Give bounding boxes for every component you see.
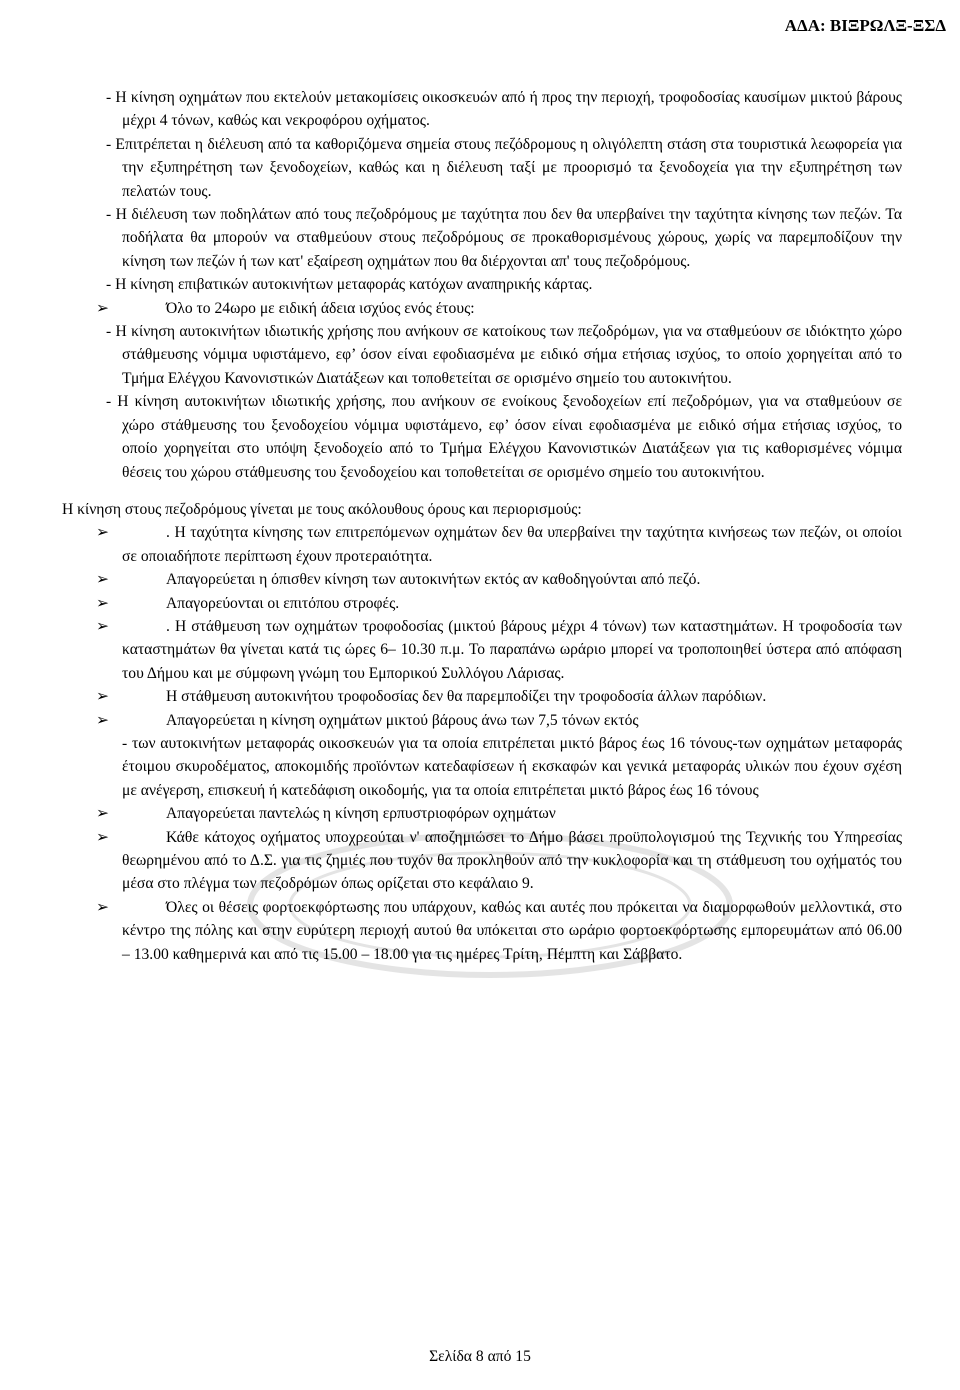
arrow-bullet-icon: ➢ bbox=[96, 805, 110, 823]
arrow-bullet-icon: ➢ bbox=[96, 617, 110, 635]
arrow-bullet-icon: ➢ bbox=[96, 299, 110, 317]
allday-item-residents: - Η κίνηση αυτοκινήτων ιδιωτικής χρήσης που ανήκουν σε κατοίκους των πεζοδρόμων, για να σταθμεύουν σε ιδιόκτητο χώρο στάθμευσης νόμιμα υφιστάμενο, εφ’ όσον είναι εφοδιασμένα με ειδικό σήμα ετήσιας ισχύος, το οποίο χορηγείται από το Τμήμα Ελέγχου Κανονιστικών Διατάξεων και τοποθετείται σε ορισμένο σημείο του αυτοκινήτου. bbox=[106, 323, 902, 387]
ada-header: ΑΔΑ: ΒΙΞΡΩΛΞ-ΞΣΔ bbox=[784, 16, 946, 35]
condition-item: ➢ Κάθε κάτοχος οχήματος υποχρεούται ν' αποζημιώσει το Δήμο βάσει προϋπολογισμού της Τεχνικής του Υπηρεσίας θεωρημένου από το Δ.Σ. για τις ζημιές που τυχόν θα προκληθούν από την κυκλοφορία και τη στάθμευση του οχήματός του μέσα στο πλέγμα των πεζοδρόμων όπως ορίζεται στο κεφάλαιο 9. bbox=[106, 826, 902, 896]
condition-item: ➢ Απαγορεύεται παντελώς η κίνηση ερπυστριοφόρων οχημάτων bbox=[106, 802, 902, 825]
arrow-bullet-icon: ➢ bbox=[96, 524, 110, 542]
arrow-bullet-icon: ➢ bbox=[96, 571, 110, 589]
conditions-intro: Η κίνηση στους πεζοδρόμους γίνεται με τους ακόλουθους όρους και περιορισμούς: bbox=[62, 500, 582, 518]
dash-item-tourist-buses: - Επιτρέπεται η διέλευση από τα καθοριζόμενα σημεία στους πεζόδρομους η ολιγόλεπτη στάση στα τουριστικά λεωφορεία για την εξυπηρέτηση των ξενοδοχείων, καθώς και η διέλευση ταξί με προορισμό τα ξενοδοχεία για την εξυπηρέτηση των πελατών τους. bbox=[106, 135, 902, 200]
condition-item: ➢ . Η ταχύτητα κίνησης των επιτρεπόμενων οχημάτων δεν θα υπερβαίνει την ταχύτητα κινήσεως των πεζών, οι οποίοι σε οποιαδήποτε περίπτωση έχουν προτεραιότητα. bbox=[106, 521, 902, 568]
dash-item-removals: - Η κίνηση οχημάτων που εκτελούν μετακομίσεις οικοσκευών από ή προς την περιοχή, τροφοδοσίας καυσίμων μικτού βάρους μέχρι 4 τόνων, καθώς και νεκροφόρου οχήματος. bbox=[106, 89, 902, 130]
condition-item: ➢ Η στάθμευση αυτοκινήτου τροφοδοσίας δεν θα παρεμποδίζει την τροφοδοσία άλλων παρόδιων. bbox=[106, 685, 902, 708]
condition-item: ➢ Απαγορεύονται οι επιτόπου στροφές. bbox=[106, 592, 902, 615]
allday-item-hotel-guests: - Η κίνηση αυτοκινήτων ιδιωτικής χρήσης, που ανήκουν σε ενοίκους ξενοδοχείων επί πεζοδρόμων, για να σταθμεύουν σε χώρο στάθμευσης του ξενοδοχείου νόμιμα υφιστάμενο, εφ’ όσον είναι εφοδιασμένα με ειδικό σήμα ετήσιας ισχύος, το οποίο χορηγείται στο υπόψη ξενοδοχείο από το Τμήμα Ελέγχου Κανονιστικών Διατάξεων για τις καθορισμένες νόμιμα θέσεις του χώρου στάθμευσης του ξενοδοχείου και τοποθετείται σε ορισμένο σημείο του αυτοκινήτου. bbox=[106, 393, 902, 481]
condition-item: ➢ Όλες οι θέσεις φορτοεκφόρτωσης που υπάρχουν, καθώς και αυτές που πρόκειται να διαμορφωθούν μελλοντικά, στο κέντρο της πόλης και στην ευρύτερη περιοχή αυτού θα υπόκειται στο ωράριο φορτοεκφόρτωσης εμπορευμάτων από 06.00 – 13.00 καθημερινά και από τις 15.00 – 18.00 για τις ημέρες Τρίτη, Πέμπτη και Σάββατο. bbox=[106, 896, 902, 966]
arrow-bullet-icon: ➢ bbox=[96, 688, 110, 706]
dash-item-disability-cars: - Η κίνηση επιβατικών αυτοκινήτων μεταφοράς κατόχων αναπηρικής κάρτας. bbox=[106, 276, 593, 294]
condition-subitem: - των αυτοκινήτων μεταφοράς οικοσκευών για τα οποία επιτρέπεται μικτό βάρος έως 16 τόνους-των οχημάτων μεταφοράς έτοιμου σκυροδέματος, αποκομιδής προϊόντων κατεδαφίσεων ή εκσκαφών και γενικά μεταφοράς υλικών που έχουν σχέση με ανέγερση, επισκευή ή κατεδάφιση οικοδομής, για τα οποία επιτρέπεται μικτό βάρος έως 16 τόνους bbox=[122, 734, 902, 799]
dash-item-bicycles: - Η διέλευση των ποδηλάτων από τους πεζοδρόμους με ταχύτητα που δεν θα υπερβαίνει την ταχύτητα κίνησης των πεζών. Τα ποδήλατα θα μπορούν να σταθμεύουν στους πεζοδρόμους σε προκαθορισμένους χώρους, χωρίς να παρεμποδίζουν την κίνηση των πεζών ή των κατ' εξαίρεση οχημάτων που θα διέρχονται απ' τους πεζοδρόμους. bbox=[106, 206, 902, 270]
condition-item: ➢ . Η στάθμευση των οχημάτων τροφοδοσίας (μικτού βάρους μέχρι 4 τόνων) των καταστημάτων. Η τροφοδοσία των καταστημάτων θα γίνεται κατά τις ώρες 6– 10.30 π.μ. Το παραπάνω ωράριο μπορεί να τροποποιηθεί ύστερα από απόφαση του Δήμου και με σύμφωνη γνώμη του Εμπορικού Συλλόγου Λάρισας. bbox=[106, 615, 902, 685]
page-number: Σελίδα 8 από 15 bbox=[429, 1348, 531, 1365]
arrow-bullet-icon: ➢ bbox=[96, 828, 110, 846]
arrow-bullet-icon: ➢ bbox=[96, 711, 110, 729]
arrow-bullet-icon: ➢ bbox=[96, 594, 110, 612]
arrow-bullet-icon: ➢ bbox=[96, 898, 110, 916]
document-body bbox=[62, 86, 902, 966]
allday-heading: ➢ Όλο το 24ωρο με ειδική άδεια ισχύος ενός έτους: bbox=[106, 297, 902, 320]
condition-item: ➢ Απαγορεύεται η όπισθεν κίνηση των αυτοκινήτων εκτός αν καθοδηγούνται από πεζό. bbox=[106, 568, 902, 591]
condition-item: ➢ Απαγορεύεται η κίνηση οχημάτων μικτού βάρους άνω των 7,5 τόνων εκτός - των αυτοκινήτων μεταφοράς οικοσκευών για τα οποία επιτρέπεται μικτό βάρος έως 16 τόνους-των οχημάτων μεταφοράς έτοιμου σκυροδέματος, αποκομιδής προϊόντων κατεδαφίσεων ή εκσκαφών και γενικά μεταφοράς υλικών που έχουν σχέση με ανέγερση, επισκευή ή κατεδάφιση οικοδομής, για τα οποία επιτρέπεται μικτό βάρος έως 16 τόνους bbox=[106, 709, 902, 803]
